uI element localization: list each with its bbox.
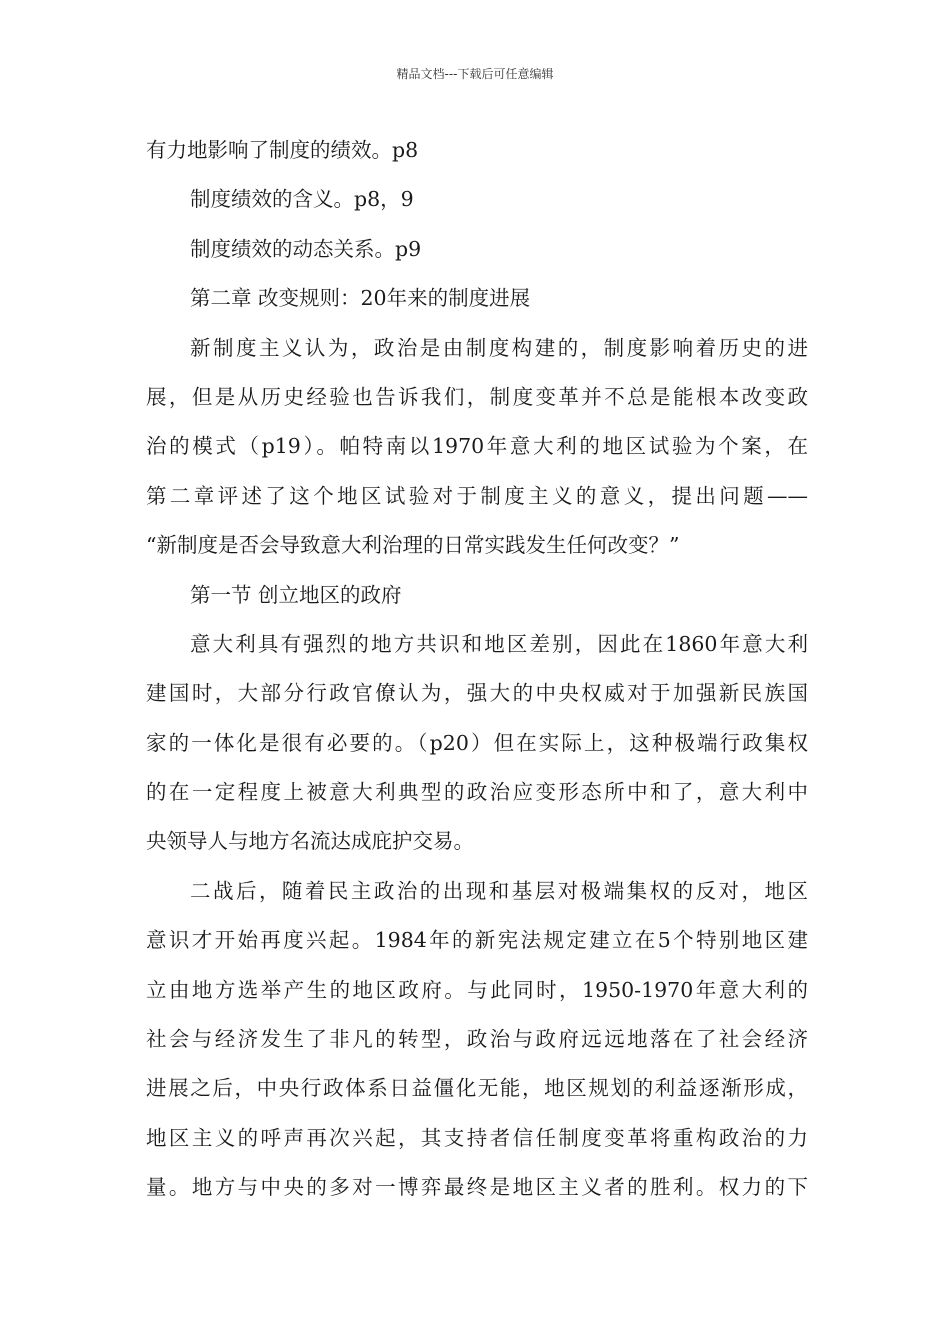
text-line: 立由地方选举产生的地区政府。与此同时，1950-1970年意大利的: [146, 977, 808, 1002]
text-line: 制度绩效的含义。p8，9: [190, 187, 414, 212]
document-body: [146, 132, 808, 1219]
text-line: 二战后，随着民主政治的出现和基层对极端集权的反对，地区: [190, 878, 808, 903]
text-line: 有力地影响了制度的绩效。p8: [146, 138, 419, 162]
text-line: 建国时，大部分行政官僚认为，强大的中央权威对于加强新民族国: [146, 681, 808, 706]
page-header: 精品文档---下载后可任意编辑: [396, 67, 554, 81]
text-line: 进展之后，中央行政体系日益僵化无能，地区规划的利益逐渐形成，: [146, 1076, 808, 1101]
text-line: 第二章 改变规则：20年来的制度进展: [190, 286, 531, 311]
text-line: 展，但是从历史经验也告诉我们，制度变革并不总是能根本改变政: [146, 384, 808, 409]
text-line: 地区主义的呼声再次兴起，其支持者信任制度变革将重构政治的力: [146, 1125, 808, 1150]
text-line: 制度绩效的动态关系。p9: [190, 236, 422, 261]
text-line: 治的模式（p19）。帕特南以1970年意大利的地区试验为个案，在: [146, 434, 808, 459]
text-line: 央领导人与地方名流达成庇护交易。: [146, 829, 474, 854]
text-line: 家的一体化是很有必要的。（p20）但在实际上，这种极端行政集权: [146, 730, 808, 755]
text-line: 新制度主义认为，政治是由制度构建的，制度影响着历史的进: [190, 335, 808, 360]
text-line: 意识才开始再度兴起。1984年的新宪法规定建立在5个特别地区建: [146, 928, 808, 953]
text-line: 社会与经济发生了非凡的转型，政治与政府远远地落在了社会经济: [146, 1027, 808, 1052]
text-line: 第二章评述了这个地区试验对于制度主义的意义，提出问题——: [146, 483, 808, 508]
text-line: “新制度是否会导致意大利治理的日常实践发生任何改变？”: [146, 533, 680, 558]
text-line: 第一节 创立地区的政府: [190, 582, 402, 607]
text-line: 意大利具有强烈的地方共识和地区差别，因此在1860年意大利: [190, 631, 808, 656]
text-line: 的在一定程度上被意大利典型的政治应变形态所中和了，意大利中: [146, 780, 808, 805]
text-line: 量。地方与中央的多对一博弈最终是地区主义者的胜利。权力的下: [146, 1175, 808, 1200]
